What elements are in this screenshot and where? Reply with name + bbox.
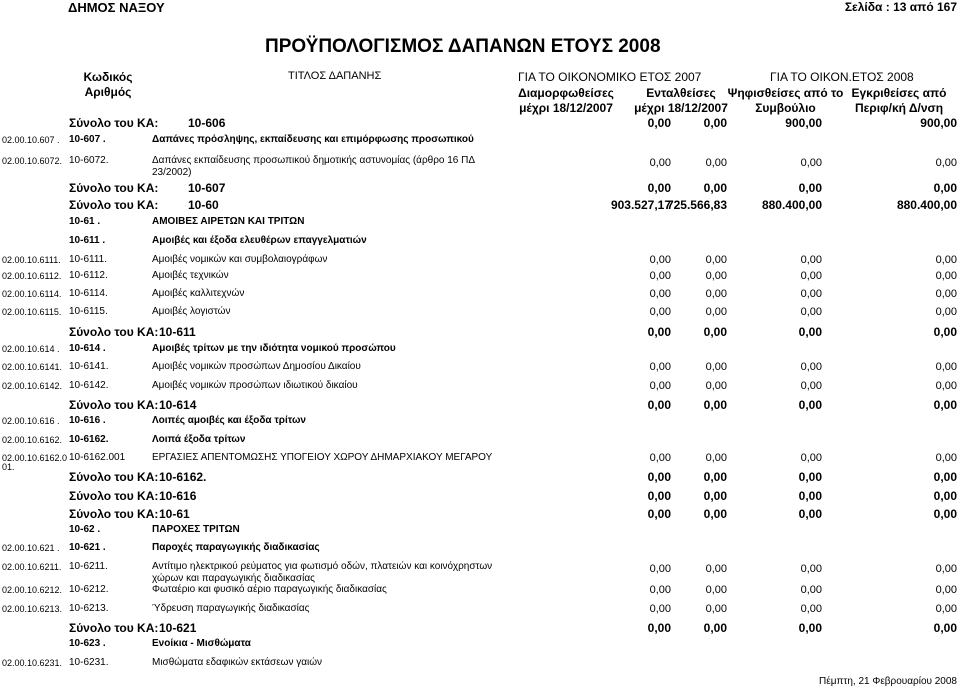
- total-label: Σύνολο του ΚΑ:: [69, 621, 159, 635]
- sub-code: 10-6162.001: [69, 452, 126, 463]
- amount-v2: 0,00: [705, 603, 727, 615]
- amount-v3: 0,00: [800, 254, 822, 266]
- sub-code: 10-6231.: [69, 657, 109, 668]
- amount-v3: 0,00: [800, 380, 822, 392]
- expense-title: Λοιπά έξοδα τρίτων: [152, 434, 246, 445]
- total-code: 10-621: [159, 621, 197, 635]
- total-code: 10-611: [159, 325, 196, 339]
- amount-v4: 0,00: [935, 563, 957, 575]
- amount-v1: 0,00: [649, 254, 671, 266]
- col-voted-label: Ψηφισθείσες από το: [727, 86, 844, 100]
- amount-v4: 0,00: [935, 157, 957, 169]
- expense-title: Αμοιβές τρίτων με την ιδιότητα νομικού προσώπου: [152, 343, 396, 354]
- col-title-label: ΤΙΤΛΟΣ ΔΑΠΑΝΗΣ: [288, 70, 382, 82]
- amount-v3: 0,00: [798, 398, 822, 412]
- account-code: 02.00.10.6111.: [2, 255, 61, 265]
- expense-title: Αμοιβές τεχνικών: [152, 270, 229, 281]
- sub-code: 10-607 .: [69, 134, 106, 145]
- total-label: Σύνολο του ΚΑ:: [69, 116, 159, 130]
- account-code: 02.00.10.6211.: [2, 562, 62, 572]
- amount-v2: 0,00: [703, 181, 727, 195]
- amount-v3: 0,00: [798, 325, 822, 339]
- total-label: Σύνολο του ΚΑ:: [69, 181, 159, 195]
- amount-v1: 0,00: [649, 452, 671, 464]
- amount-v2: 0,00: [705, 380, 727, 392]
- amount-v3: 0,00: [800, 306, 822, 318]
- amount-v3: 0,00: [798, 507, 822, 521]
- expense-title: Αμοιβές νομικών προσώπων Δημοσίου Δικαίου: [152, 361, 361, 372]
- account-code: 02.00.10.6231.: [2, 658, 63, 668]
- expense-title: Αμοιβές νομικών και συμβολαιογράφων: [152, 254, 328, 265]
- sub-code: 10-614 .: [69, 343, 106, 354]
- expense-title: ΑΜΟΙΒΕΣ ΑΙΡΕΤΩΝ ΚΑΙ ΤΡΙΤΩΝ: [152, 216, 305, 227]
- amount-v1: 0,00: [647, 507, 671, 521]
- amount-v3: 0,00: [800, 157, 822, 169]
- expense-title: Παροχές παραγωγικής διαδικασίας: [152, 542, 320, 553]
- total-label: Σύνολο του ΚΑ:: [69, 507, 159, 521]
- col-number-label: Αριθμός: [84, 85, 132, 99]
- amount-v3: 0,00: [798, 470, 822, 484]
- page-number: Σελίδα : 13 από 167: [844, 0, 957, 14]
- sub-code: 10-6142.: [69, 380, 109, 391]
- amount-v4: 0,00: [935, 584, 957, 596]
- expense-title: Αμοιβές λογιστών: [152, 306, 231, 317]
- account-code: 02.00.10.6114.: [2, 289, 62, 299]
- amount-v3: 0,00: [798, 181, 822, 195]
- account-code: 02.00.10.6162.0: [2, 453, 68, 463]
- amount-v4: 0,00: [935, 270, 957, 282]
- expense-title: Ύδρευση παραγωγικής διαδικασίας: [152, 603, 310, 614]
- col-budget-2008-label: ΓΙΑ ΤΟ ΟΙΚΟΝ.ΕΤΟΣ 2008: [770, 70, 914, 84]
- amount-v2: 0,00: [705, 254, 727, 266]
- amount-v2: 0,00: [703, 325, 727, 339]
- col-approved-sub: Περιφ/κή Δ/νση: [854, 101, 944, 115]
- expense-title: ΕΡΓΑΣΙΕΣ ΑΠΕΝΤΟΜΩΣΗΣ ΥΠΟΓΕΙΟΥ ΧΩΡΟΥ ΔΗΜΑΡΧΙΑΚΟΥ ΜΕΓΑΡΟΥ: [152, 452, 493, 463]
- amount-v3: 900,00: [785, 116, 822, 130]
- account-code: 02.00.10.6112.: [2, 271, 62, 281]
- expense-title: Αντίτιμο ηλεκτρικού ρεύματος για φωτισμό οδών, πλατειών και κοινόχρηστων: [152, 561, 493, 572]
- amount-v3: 0,00: [798, 489, 822, 503]
- expense-title: Φωταέριο και φυσικό αέριο παραγωγικής διαδικασίας: [152, 584, 387, 595]
- account-code: 02.00.10.6213.: [2, 604, 63, 614]
- total-code: 10-606: [188, 116, 226, 130]
- expense-title-cont: 23/2002): [152, 167, 192, 178]
- col-ordered-label: Ενταλθείσες: [646, 86, 716, 100]
- amount-v2: 0,00: [705, 584, 727, 596]
- amount-v4: 0,00: [933, 470, 957, 484]
- sub-code: 10-61 .: [69, 216, 101, 227]
- account-code: 02.00.10.6142.: [2, 381, 63, 391]
- col-formed-date: μέχρι 18/12/2007: [519, 101, 613, 115]
- total-code: 10-61: [159, 507, 190, 521]
- expense-title: Μισθώματα εδαφικών εκτάσεων γαιών: [152, 657, 323, 668]
- amount-v1: 0,00: [649, 270, 671, 282]
- amount-v3: 0,00: [800, 584, 822, 596]
- amount-v1: 0,00: [647, 116, 671, 130]
- amount-v4: 0,00: [935, 306, 957, 318]
- account-code: 02.00.10.6115.: [2, 307, 62, 317]
- account-code: 02.00.10.6072.: [2, 156, 63, 166]
- amount-v1: 0,00: [647, 489, 671, 503]
- amount-v1: 0,00: [647, 621, 671, 635]
- amount-v4: 0,00: [933, 489, 957, 503]
- amount-v4: 0,00: [935, 380, 957, 392]
- total-label: Σύνολο του ΚΑ:: [69, 489, 159, 503]
- amount-v3: 0,00: [798, 621, 822, 635]
- total-code: 10-614: [159, 398, 197, 412]
- amount-v2: 0,00: [705, 288, 727, 300]
- amount-v4: 0,00: [935, 452, 957, 464]
- amount-v2: 0,00: [703, 507, 727, 521]
- amount-v4: 0,00: [933, 181, 957, 195]
- expense-title: Λοιπές αμοιβές και έξοδα τρίτων: [152, 415, 306, 426]
- account-code: 02.00.10.607 .: [2, 135, 60, 145]
- col-approved-label: Εγκριθείσες από: [851, 86, 947, 100]
- expense-title-cont: χώρων και παραγωγικής διαδικασίας: [152, 573, 315, 584]
- account-code: 02.00.10.614 .: [2, 344, 60, 354]
- amount-v1: 0,00: [647, 325, 671, 339]
- sub-code: 10-6211.: [69, 561, 108, 572]
- sub-code: 10-6072.: [69, 155, 109, 166]
- amount-v3: 0,00: [800, 288, 822, 300]
- amount-v2: 0,00: [703, 116, 727, 130]
- sub-code: 10-6141.: [69, 361, 109, 372]
- amount-v1: 0,00: [649, 361, 671, 373]
- total-code: 10-616: [159, 489, 197, 503]
- amount-v2: 0,00: [705, 157, 727, 169]
- sub-code: 10-62 .: [69, 524, 101, 535]
- amount-v2: 0,00: [703, 398, 727, 412]
- sub-code: 10-623 .: [69, 638, 106, 649]
- amount-v1: 0,00: [649, 157, 671, 169]
- amount-v2: 0,00: [705, 452, 727, 464]
- amount-v2: 0,00: [705, 361, 727, 373]
- amount-v3: 880.400,00: [761, 198, 822, 212]
- expense-title: Δαπάνες εκπαίδευσης προσωπικού δημοτικής αστυνομίας (άρθρο 16 ΠΔ: [152, 155, 476, 166]
- sub-code: 10-6162.: [69, 434, 109, 445]
- col-budget-2007-label: ΓΙΑ ΤΟ ΟΙΚΟΝΟΜΙΚΟ ΕΤΟΣ 2007: [518, 70, 702, 84]
- amount-v3: 0,00: [800, 452, 822, 464]
- account-code: 02.00.10.616 .: [2, 416, 60, 426]
- amount-v4: 0,00: [935, 361, 957, 373]
- sub-code: 10-6112.: [69, 270, 108, 281]
- amount-v3: 0,00: [800, 563, 822, 575]
- amount-v1: 0,00: [649, 563, 671, 575]
- sub-code: 10-6213.: [69, 603, 109, 614]
- expense-title: Αμοιβές νομικών προσώπων ιδιωτικού δικαίου: [152, 380, 358, 391]
- amount-v2: 0,00: [705, 306, 727, 318]
- amount-v1: 0,00: [649, 603, 671, 615]
- sub-code: 10-621 .: [69, 542, 106, 553]
- amount-v1: 0,00: [647, 470, 671, 484]
- col-ordered-date: μέχρι 18/12/2007: [634, 101, 728, 115]
- expense-title: Αμοιβές καλλιτεχνών: [152, 288, 245, 299]
- amount-v1: 0,00: [649, 380, 671, 392]
- amount-v2: 0,00: [703, 470, 727, 484]
- sub-code: 10-6115.: [69, 306, 108, 317]
- sub-code: 10-616 .: [69, 415, 106, 426]
- amount-v4: 0,00: [933, 325, 957, 339]
- expense-title: Δαπάνες πρόσληψης, εκπαίδευσης και επιμόρφωσης προσωπικού: [152, 134, 474, 145]
- col-voted-sub: Συμβούλιο: [755, 101, 816, 115]
- expense-title: Ενοίκια - Μισθώματα: [152, 638, 251, 649]
- amount-v1: 0,00: [649, 584, 671, 596]
- total-label: Σύνολο του ΚΑ:: [69, 198, 159, 212]
- expense-title: ΠΑΡΟΧΕΣ ΤΡΙΤΩΝ: [152, 524, 240, 535]
- amount-v1: 0,00: [649, 288, 671, 300]
- amount-v4: 900,00: [920, 116, 957, 130]
- amount-v4: 0,00: [933, 398, 957, 412]
- sub-code: 10-6114.: [69, 288, 108, 299]
- amount-v3: 0,00: [800, 361, 822, 373]
- page-title: ΠΡΟΫΠΟΛΟΓΙΣΜΟΣ ΔΑΠΑΝΩΝ ΕΤΟΥΣ 2008: [265, 36, 661, 57]
- col-code-label: Κωδικός: [83, 70, 133, 84]
- amount-v1: 0,00: [647, 181, 671, 195]
- account-code: 02.00.10.621 .: [2, 543, 60, 553]
- expense-title: Αμοιβές και έξοδα ελευθέρων επαγγελματιών: [152, 235, 367, 246]
- footer-date: Πέμπτη, 21 Φεβρουαρίου 2008: [819, 676, 957, 687]
- account-code: 02.00.10.6212.: [2, 585, 63, 595]
- amount-v4: 0,00: [935, 288, 957, 300]
- amount-v4: 0,00: [935, 254, 957, 266]
- col-formed-label: Διαμορφωθείσες: [518, 86, 614, 100]
- amount-v3: 0,00: [800, 270, 822, 282]
- amount-v2: 0,00: [705, 270, 727, 282]
- total-code: 10-6162.: [159, 470, 207, 484]
- amount-v1: 0,00: [649, 306, 671, 318]
- sub-code: 10-611 .: [69, 235, 106, 246]
- amount-v3: 0,00: [800, 603, 822, 615]
- total-code: 10-60: [188, 198, 219, 212]
- amount-v1: 903.527,17: [610, 198, 671, 212]
- amount-v4: 880.400,00: [896, 198, 957, 212]
- sub-code: 10-6212.: [69, 584, 109, 595]
- amount-v2: 0,00: [703, 489, 727, 503]
- amount-v2: 0,00: [703, 621, 727, 635]
- amount-v2: 725.566,83: [666, 198, 727, 212]
- amount-v2: 0,00: [705, 563, 727, 575]
- amount-v1: 0,00: [647, 398, 671, 412]
- sub-code: 10-6111.: [69, 254, 107, 265]
- total-label: Σύνολο του ΚΑ:: [69, 470, 159, 484]
- amount-v4: 0,00: [935, 603, 957, 615]
- account-code: 02.00.10.6162.: [2, 435, 63, 445]
- amount-v4: 0,00: [933, 507, 957, 521]
- total-label: Σύνολο του ΚΑ:: [69, 325, 159, 339]
- account-code: 02.00.10.6141.: [2, 362, 63, 372]
- municipality-name: ΔΗΜΟΣ ΝΑΞΟΥ: [68, 0, 165, 15]
- account-code-cont: 01.: [2, 462, 15, 472]
- total-label: Σύνολο του ΚΑ:: [69, 398, 159, 412]
- amount-v4: 0,00: [933, 621, 957, 635]
- total-code: 10-607: [188, 181, 226, 195]
